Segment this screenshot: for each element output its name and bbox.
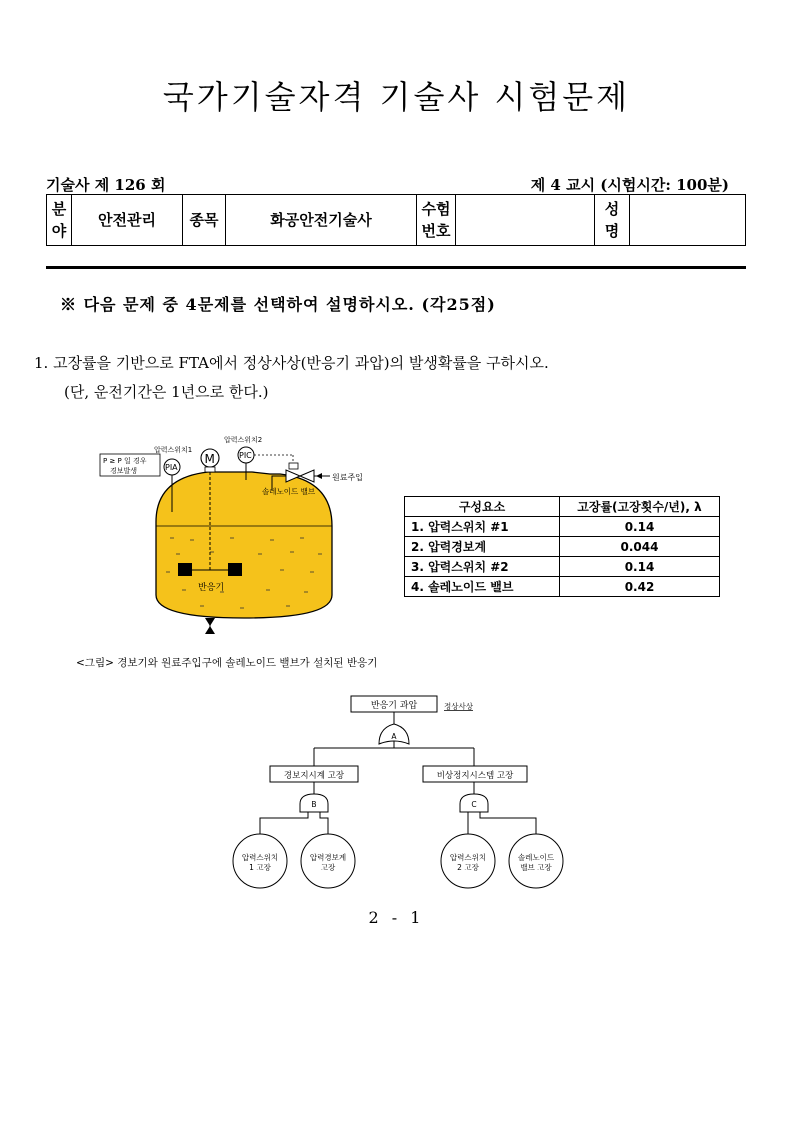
category-label: 종목 xyxy=(183,195,226,246)
pressure-switch-2-label: 압력스위치2 xyxy=(224,436,263,444)
top-event-label: 반응기 과압 xyxy=(370,701,418,711)
rate-cell: 0.14 xyxy=(560,517,720,537)
agitator-blade-right xyxy=(228,563,242,576)
field-label: 분 야 xyxy=(47,195,72,246)
solenoid-actuator xyxy=(289,463,298,469)
question-1-note: (단, 운전기간은 1년으로 한다.) xyxy=(64,383,269,401)
right-event-label: 비상정지시스템 고장 xyxy=(436,771,514,781)
rate-cell: 0.044 xyxy=(560,537,720,557)
exam-info-table xyxy=(46,194,746,246)
gate-c-label: C xyxy=(471,800,477,809)
exam-session: 제 4 교시 (시험시간: 100분) xyxy=(530,176,729,194)
motor-mount xyxy=(205,467,215,472)
basic-4-line1: 솔레노이드 xyxy=(517,853,555,862)
motor-tag: M xyxy=(204,452,215,466)
pia-tag: PIA xyxy=(165,463,178,472)
drain-valve-bottom xyxy=(205,626,215,634)
fault-tree-diagram xyxy=(230,690,590,900)
basic-2-line1: 압력경보계 xyxy=(309,853,347,862)
drain-valve-top xyxy=(205,618,215,626)
feed-label: 원료주입 xyxy=(332,473,363,482)
pic-tag: PIC xyxy=(239,451,252,460)
exam-number-label: 수험 번호 xyxy=(417,195,456,246)
basic-1-line2: 1 고장 xyxy=(249,863,271,872)
b-left-line xyxy=(260,812,308,836)
left-event-label: 경보지시계 고장 xyxy=(283,771,345,781)
divider xyxy=(46,266,746,269)
exam-round: 기술사 제 126 회 xyxy=(46,176,166,194)
top-event-note: 정상사상 xyxy=(444,702,473,711)
basic-3-line1: 압력스위치 xyxy=(449,853,487,862)
agitator-blade-left xyxy=(178,563,192,576)
alarm-box-line2: 경보발생 xyxy=(110,467,138,475)
gate-a-label: A xyxy=(391,732,397,741)
c-right-line xyxy=(480,812,536,836)
alarm-box-line1: P ≥ P 일 경우 xyxy=(103,457,147,465)
page-title: 국가기술자격 기술사 시험문제 xyxy=(162,78,631,116)
basic-1-line1: 압력스위치 xyxy=(241,853,279,862)
b-right-line xyxy=(320,812,328,836)
rate-cell: 0.14 xyxy=(560,557,720,577)
table-row xyxy=(405,577,720,597)
component-cell: 1. 압력스위치 #1 xyxy=(405,517,560,537)
figure-caption: <그림> 경보기와 원료주입구에 솔레노이드 밸브가 설치된 반응기 xyxy=(76,657,378,669)
component-cell: 2. 압력경보계 xyxy=(405,537,560,557)
basic-2-line2: 고장 xyxy=(320,863,336,872)
pressure-switch-1-label: 압력스위치1 xyxy=(154,446,193,454)
valve-label: 솔레노이드 밸브 xyxy=(262,487,316,496)
question-1: 1. 고장률을 기반으로 FTA에서 정상사상(반응기 과압)의 발생확률을 구하시오. xyxy=(34,354,549,372)
table-row xyxy=(405,517,720,537)
feed-arrow xyxy=(316,473,322,479)
instruction: ※ 다음 문제 중 4문제를 선택하여 설명하시오. (각25점) xyxy=(60,295,496,314)
gate-b-label: B xyxy=(311,800,317,809)
name-field[interactable] xyxy=(630,195,746,246)
table-row xyxy=(405,537,720,557)
component-cell: 4. 솔레노이드 밸브 xyxy=(405,577,560,597)
exam-number-field[interactable] xyxy=(456,195,595,246)
table-row xyxy=(405,557,720,577)
failure-rate-table xyxy=(404,496,720,597)
basic-4-line2: 밸브 고장 xyxy=(520,863,552,872)
reactor-figure xyxy=(90,430,390,645)
reactor-label: 반응기 xyxy=(198,583,225,593)
header-rate: 고장률(고장횟수/년), λ xyxy=(560,497,720,517)
header-component: 구성요소 xyxy=(405,497,560,517)
category-value: 화공안전기술사 xyxy=(226,195,417,246)
name-label: 성 명 xyxy=(595,195,630,246)
page-number: 2 - 1 xyxy=(368,908,425,927)
component-cell: 3. 압력스위치 #2 xyxy=(405,557,560,577)
field-value: 안전관리 xyxy=(72,195,183,246)
basic-3-line2: 2 고장 xyxy=(457,863,479,872)
rate-cell: 0.42 xyxy=(560,577,720,597)
